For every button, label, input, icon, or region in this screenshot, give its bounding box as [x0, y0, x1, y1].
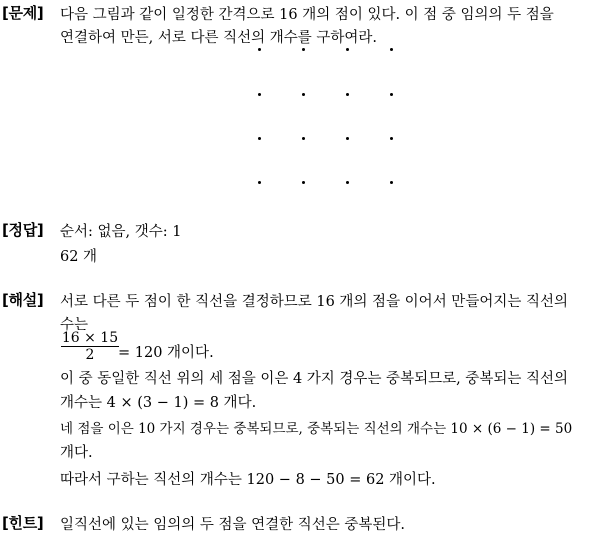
grid-dot — [302, 48, 305, 51]
problem-tag: [문제] — [2, 4, 44, 22]
solution-text-line1: 서로 다른 두 점이 한 직선을 결정하므로 16 개의 점을 이어서 만들어지는 직선의 — [60, 294, 568, 310]
grid-dot — [390, 48, 393, 51]
problem-text-line1: 다음 그림과 같이 일정한 간격으로 16 개의 점이 있다. 이 점 중 임의의 두 점을 — [60, 7, 554, 23]
solution-text-line7: 개다. — [60, 445, 93, 461]
grid-dot — [390, 137, 393, 140]
solution-tag: [해설] — [2, 291, 44, 309]
answer-tag: [정답] — [2, 221, 44, 239]
grid-dot — [258, 181, 261, 184]
grid-dot — [302, 93, 305, 96]
hint-text-line1: 일직선에 있는 임의의 두 점을 연결한 직선은 중복된다. — [60, 517, 406, 533]
grid-dot — [258, 137, 261, 140]
solution-text-line6: 네 점을 이은 10 가지 경우는 중복되므로, 중복되는 직선의 개수는 10 × (6 − 1) = 50 — [60, 421, 573, 437]
fraction-numerator: 16 × 15 — [61, 330, 119, 346]
problem-text-line2: 연결하여 만든, 서로 다른 직선의 개수를 구하여라. — [60, 30, 378, 46]
grid-dot — [258, 93, 261, 96]
solution-text-line2: 수는 — [60, 317, 89, 333]
solution-fraction-result: = 120 개이다. — [118, 345, 214, 361]
grid-dot — [346, 181, 349, 184]
answer-text-line1: 순서: 없음, 갯수: 1 — [60, 224, 182, 240]
grid-dot — [390, 181, 393, 184]
solution-text-line5: 개수는 4 × (3 − 1) = 8 개다. — [60, 395, 257, 411]
grid-dot — [302, 181, 305, 184]
solution-text-line4: 이 중 동일한 직선 위의 세 점을 이은 4 가지 경우는 중복되므로, 중복되는 직선의 — [60, 371, 568, 387]
answer-text-line2: 62 개 — [60, 249, 98, 265]
grid-dot — [346, 48, 349, 51]
grid-dot — [346, 137, 349, 140]
grid-dot — [346, 93, 349, 96]
fraction — [60, 330, 120, 363]
hint-tag: [힌트] — [2, 514, 44, 532]
grid-dot — [258, 48, 261, 51]
grid-dot — [390, 93, 393, 96]
grid-dot — [302, 137, 305, 140]
solution-text-line8: 따라서 구하는 직선의 개수는 120 − 8 − 50 = 62 개이다. — [60, 472, 436, 488]
fraction-denominator: 2 — [85, 347, 95, 363]
